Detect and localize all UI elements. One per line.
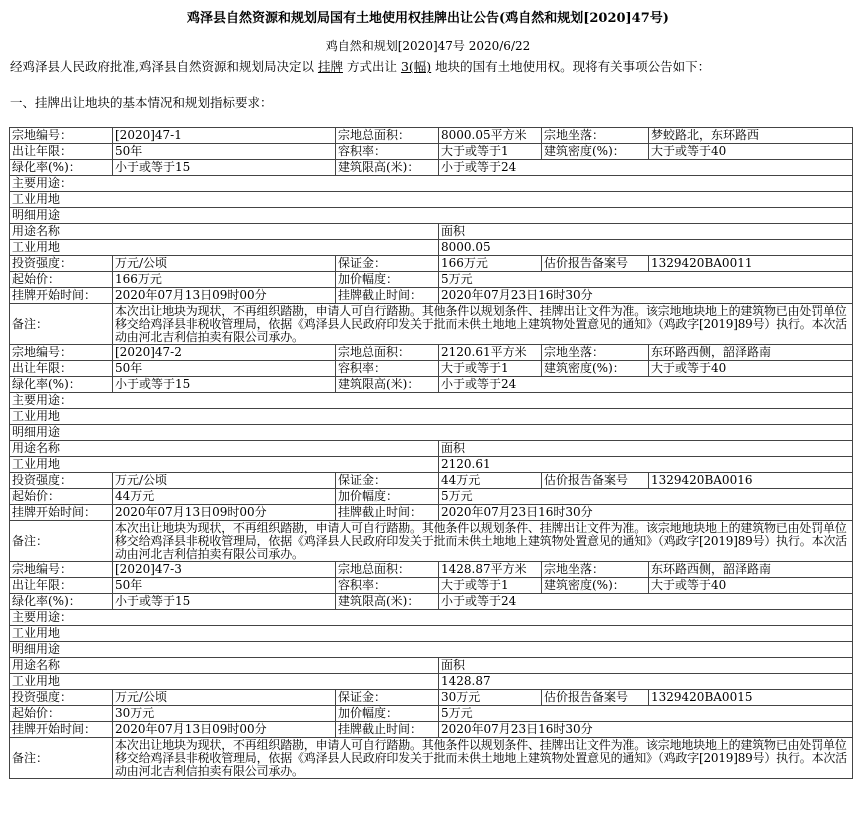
value-increment: 5万元	[439, 706, 853, 722]
table-row	[10, 738, 853, 779]
value-appraisal: 1329420BA0016	[649, 473, 853, 489]
label-appraisal: 估价报告备案号	[542, 690, 649, 706]
label-density: 建筑密度(%)：	[542, 578, 649, 594]
label-remarks: 备注：	[10, 738, 113, 779]
table-row	[10, 562, 853, 578]
table-row	[10, 722, 853, 738]
label-detail-use: 明细用途	[10, 642, 853, 658]
value-density: 大于或等于40	[649, 361, 853, 377]
value-parcel-no: [2020]47-3	[113, 562, 336, 578]
table-row	[10, 128, 853, 144]
label-start-time: 挂牌开始时间：	[10, 505, 113, 521]
intro-count: 3(幅)	[400, 59, 432, 74]
value-term: 50年	[113, 578, 336, 594]
value-start-time: 2020年07月13日09时00分	[113, 722, 336, 738]
value-deposit: 30万元	[439, 690, 542, 706]
value-location: 梦蛟路北，东环路西	[649, 128, 853, 144]
label-appraisal: 估价报告备案号	[542, 473, 649, 489]
label-height: 建筑限高(米)：	[336, 594, 439, 610]
table-row	[10, 345, 853, 361]
label-parcel-no: 宗地编号：	[10, 128, 113, 144]
label-end-time: 挂牌截止时间：	[336, 288, 439, 304]
label-deposit: 保证金：	[336, 256, 439, 272]
label-term: 出让年限：	[10, 144, 113, 160]
value-remarks: 本次出让地块为现状，不再组织踏勘，申请人可自行踏勘。其他条件以规划条件、挂牌出让文件为准。该宗地地块地上的建筑物已由处罚单位移交给鸡泽县非税收管理局，依据《鸡泽县人民政府印发关于批而未供土地地上建筑物处置意见的通知》（鸡政字[2019]89号）执行。本次活动由河北吉利信拍卖有限公司承办。	[113, 738, 853, 779]
label-remarks: 备注：	[10, 521, 113, 562]
value-area: 2120.61	[439, 457, 853, 473]
label-deposit: 保证金：	[336, 690, 439, 706]
label-start-time: 挂牌开始时间：	[10, 288, 113, 304]
value-term: 50年	[113, 144, 336, 160]
value-start-price: 44万元	[113, 489, 336, 505]
label-start-price: 起始价：	[10, 272, 113, 288]
table-row	[10, 393, 853, 409]
label-end-time: 挂牌截止时间：	[336, 722, 439, 738]
value-area: 1428.87	[439, 674, 853, 690]
table-row	[10, 272, 853, 288]
value-end-time: 2020年07月23日16时30分	[439, 722, 853, 738]
value-remarks: 本次出让地块为现状，不再组织踏勘，申请人可自行踏勘。其他条件以规划条件、挂牌出让文件为准。该宗地地块地上的建筑物已由处罚单位移交给鸡泽县非税收管理局，依据《鸡泽县人民政府印发关于批而未供土地地上建筑物处置意见的通知》（鸡政字[2019]89号）执行。本次活动由河北吉利信拍卖有限公司承办。	[113, 521, 853, 562]
value-end-time: 2020年07月23日16时30分	[439, 505, 853, 521]
label-density: 建筑密度(%)：	[542, 361, 649, 377]
page-title: 鸡泽县自然资源和规划局国有土地使用权挂牌出让公告(鸡自然和规划[2020]47号)	[187, 11, 669, 26]
value-start-time: 2020年07月13日09时00分	[113, 288, 336, 304]
label-start-price: 起始价：	[10, 489, 113, 505]
value-use-name: 工业用地	[10, 457, 439, 473]
label-detail-use: 明细用途	[10, 208, 853, 224]
value-start-price: 30万元	[113, 706, 336, 722]
label-total-area: 宗地总面积：	[336, 345, 439, 361]
label-plot-ratio: 容积率：	[336, 361, 439, 377]
parcel-table-3	[9, 561, 853, 779]
label-increment: 加价幅度：	[336, 706, 439, 722]
intro-suffix: 地块的国有土地使用权。现将有关事项公告如下：	[435, 59, 711, 74]
label-term: 出让年限：	[10, 578, 113, 594]
value-plot-ratio: 大于或等于1	[439, 578, 542, 594]
table-row	[10, 224, 853, 240]
value-invest: 万元/公顷	[113, 256, 336, 272]
table-row	[10, 192, 853, 208]
table-row	[10, 288, 853, 304]
table-row	[10, 674, 853, 690]
label-increment: 加价幅度：	[336, 272, 439, 288]
label-area: 面积	[439, 658, 853, 674]
value-total-area: 2120.61平方米	[439, 345, 542, 361]
label-appraisal: 估价报告备案号	[542, 256, 649, 272]
label-total-area: 宗地总面积：	[336, 562, 439, 578]
value-plot-ratio: 大于或等于1	[439, 144, 542, 160]
value-increment: 5万元	[439, 489, 853, 505]
value-height: 小于或等于24	[439, 377, 853, 393]
value-increment: 5万元	[439, 272, 853, 288]
value-use-name: 工业用地	[10, 240, 439, 256]
label-start-price: 起始价：	[10, 706, 113, 722]
value-location: 东环路西侧，韶泽路南	[649, 345, 853, 361]
label-invest: 投资强度：	[10, 473, 113, 489]
label-invest: 投资强度：	[10, 256, 113, 272]
section-heading: 一、挂牌出让地块的基本情况和规划指标要求：	[10, 95, 273, 110]
table-row	[10, 441, 853, 457]
label-use-name: 用途名称	[10, 224, 439, 240]
value-green: 小于或等于15	[113, 377, 336, 393]
table-row	[10, 176, 853, 192]
value-start-time: 2020年07月13日09时00分	[113, 505, 336, 521]
value-remarks: 本次出让地块为现状，不再组织踏勘，申请人可自行踏勘。其他条件以规划条件、挂牌出让文件为准。该宗地地块地上的建筑物已由处罚单位移交给鸡泽县非税收管理局，依据《鸡泽县人民政府印发关于批而未供土地地上建筑物处置意见的通知》（鸡政字[2019]89号）执行。本次活动由河北吉利信拍卖有限公司承办。	[113, 304, 853, 345]
value-use-name: 工业用地	[10, 674, 439, 690]
label-location: 宗地坐落：	[542, 128, 649, 144]
value-deposit: 44万元	[439, 473, 542, 489]
table-row	[10, 160, 853, 176]
value-main-use: 工业用地	[10, 192, 853, 208]
table-row	[10, 658, 853, 674]
value-height: 小于或等于24	[439, 160, 853, 176]
parcel-table-2	[9, 344, 853, 562]
value-total-area: 1428.87平方米	[439, 562, 542, 578]
label-density: 建筑密度(%)：	[542, 144, 649, 160]
label-parcel-no: 宗地编号：	[10, 562, 113, 578]
value-main-use: 工业用地	[10, 409, 853, 425]
label-green: 绿化率(%)：	[10, 594, 113, 610]
table-row	[10, 505, 853, 521]
label-remarks: 备注：	[10, 304, 113, 345]
table-row	[10, 521, 853, 562]
value-start-price: 166万元	[113, 272, 336, 288]
label-main-use: 主要用途：	[10, 176, 853, 192]
label-use-name: 用途名称	[10, 658, 439, 674]
table-row	[10, 256, 853, 272]
table-row	[10, 626, 853, 642]
table-row	[10, 473, 853, 489]
value-term: 50年	[113, 361, 336, 377]
value-invest: 万元/公顷	[113, 473, 336, 489]
value-appraisal: 1329420BA0011	[649, 256, 853, 272]
intro-method: 挂牌	[317, 59, 343, 74]
value-parcel-no: [2020]47-1	[113, 128, 336, 144]
value-height: 小于或等于24	[439, 594, 853, 610]
value-total-area: 8000.05平方米	[439, 128, 542, 144]
label-main-use: 主要用途：	[10, 610, 853, 626]
label-total-area: 宗地总面积：	[336, 128, 439, 144]
table-row	[10, 594, 853, 610]
label-height: 建筑限高(米)：	[336, 160, 439, 176]
value-green: 小于或等于15	[113, 594, 336, 610]
value-density: 大于或等于40	[649, 144, 853, 160]
label-green: 绿化率(%)：	[10, 160, 113, 176]
table-row	[10, 610, 853, 626]
table-row	[10, 240, 853, 256]
intro-prefix: 经鸡泽县人民政府批准,鸡泽县自然资源和规划局决定以	[10, 59, 314, 74]
label-area: 面积	[439, 224, 853, 240]
value-green: 小于或等于15	[113, 160, 336, 176]
label-deposit: 保证金：	[336, 473, 439, 489]
value-location: 东环路西侧，韶泽路南	[649, 562, 853, 578]
table-row	[10, 144, 853, 160]
label-increment: 加价幅度：	[336, 489, 439, 505]
value-plot-ratio: 大于或等于1	[439, 361, 542, 377]
label-area: 面积	[439, 441, 853, 457]
table-row	[10, 304, 853, 345]
value-invest: 万元/公顷	[113, 690, 336, 706]
table-row	[10, 457, 853, 473]
label-term: 出让年限：	[10, 361, 113, 377]
value-end-time: 2020年07月23日16时30分	[439, 288, 853, 304]
table-row	[10, 377, 853, 393]
parcel-tables	[9, 127, 852, 779]
value-density: 大于或等于40	[649, 578, 853, 594]
label-invest: 投资强度：	[10, 690, 113, 706]
label-location: 宗地坐落：	[542, 562, 649, 578]
table-row	[10, 642, 853, 658]
label-end-time: 挂牌截止时间：	[336, 505, 439, 521]
label-start-time: 挂牌开始时间：	[10, 722, 113, 738]
label-plot-ratio: 容积率：	[336, 144, 439, 160]
table-row	[10, 208, 853, 224]
label-location: 宗地坐落：	[542, 345, 649, 361]
label-plot-ratio: 容积率：	[336, 578, 439, 594]
label-parcel-no: 宗地编号：	[10, 345, 113, 361]
table-row	[10, 578, 853, 594]
value-area: 8000.05	[439, 240, 853, 256]
value-parcel-no: [2020]47-2	[113, 345, 336, 361]
document-number-date: 鸡自然和规划[2020]47号 2020/6/22	[325, 39, 531, 53]
table-row	[10, 489, 853, 505]
table-row	[10, 425, 853, 441]
value-deposit: 166万元	[439, 256, 542, 272]
parcel-table-1	[9, 127, 853, 345]
table-row	[10, 409, 853, 425]
label-use-name: 用途名称	[10, 441, 439, 457]
value-appraisal: 1329420BA0015	[649, 690, 853, 706]
label-main-use: 主要用途：	[10, 393, 853, 409]
intro-mid: 方式出让	[346, 59, 397, 74]
value-main-use: 工业用地	[10, 626, 853, 642]
table-row	[10, 690, 853, 706]
table-row	[10, 706, 853, 722]
table-row	[10, 361, 853, 377]
label-green: 绿化率(%)：	[10, 377, 113, 393]
intro-paragraph	[10, 58, 850, 76]
label-detail-use: 明细用途	[10, 425, 853, 441]
label-height: 建筑限高(米)：	[336, 377, 439, 393]
